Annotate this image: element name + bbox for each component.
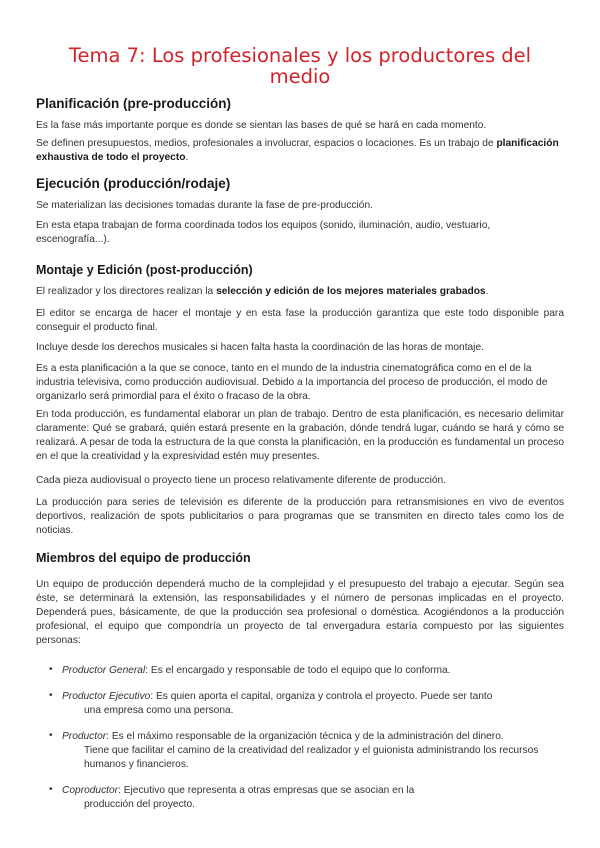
role-description-cont: Tiene que facilitar el camino de la creatividad del realizador y el guionista administrando los recursos humanos y financieros. xyxy=(84,745,539,770)
montaje-p1-end: . xyxy=(485,286,489,297)
role-description: : Es quien aporta el capital, organiza y controla el proyecto. Puede ser tanto xyxy=(150,691,493,702)
montaje-paragraph-5: En toda producción, es fundamental elaborar un plan de trabajo. Dentro de esta planificación, es necesario delimitar claramente: Qué se grabará, quién estará presente en la grabación, dónde tendrá lugar, cuándo se hará y cómo se realizará. A pesar de toda la estructura de la que consta la planificación, en la producción es fundamental un proceso en el que la creatividad y la expresividad estén muy presentes. xyxy=(36,409,564,462)
role-description: : Es el encargado y responsable de todo el equipo que lo conforma. xyxy=(145,665,451,676)
heading-planificacion: Planificación (pre-producción) xyxy=(36,96,232,111)
planificacion-paragraph-1: Es la fase más importante porque es donde se sientan las bases de qué se hará en cada momento. xyxy=(36,120,487,131)
montaje-paragraph-6: Cada pieza audiovisual o proyecto tiene un proceso relativamente diferente de producción. xyxy=(36,475,447,486)
montaje-paragraph-1 xyxy=(36,285,564,299)
ejecucion-paragraph-2: En esta etapa trabajan de forma coordinada todos los equipos (sonido, iluminación, audio, vestuario, escenografía...). xyxy=(36,220,491,245)
montaje-paragraph-2: El editor se encarga de hacer el montaje y en esta fase la producción garantiza que este todo disponible para conseguir el producto final. xyxy=(36,308,564,333)
list-item-productor-general xyxy=(62,664,562,678)
planificacion-p2-end: . xyxy=(185,152,189,163)
role-description-cont: producción del proyecto. xyxy=(84,799,195,810)
heading-miembros: Miembros del equipo de producción xyxy=(36,551,251,565)
montaje-p1-bold: selección y edición de los mejores materiales grabados xyxy=(216,286,486,297)
bullet-icon: • xyxy=(49,784,53,795)
list-item-coproductor xyxy=(62,784,562,812)
miembros-intro: Un equipo de producción dependerá mucho de la complejidad y el presupuesto del trabajo a ejecutar. Según sea éste, se determinará la extensión, las responsabilidades y el número de personas implicadas en el proyecto. Dependerá pues, básicamente, de que la producción sea profesional o doméstica. Acogiéndonos a la producción profesional, el equipo que compondría un proyecto de tal envergadura estaría compuesto por las siguientes personas: xyxy=(36,579,564,646)
planificacion-paragraph-2 xyxy=(36,137,564,165)
bullet-icon: • xyxy=(49,664,53,675)
ejecucion-paragraph-1: Se materializan las decisiones tomadas durante la fase de pre-producción. xyxy=(36,200,373,211)
role-label: Productor xyxy=(62,731,107,742)
montaje-p1-text: El realizador y los directores realizan la xyxy=(36,286,214,297)
role-label: Coproductor xyxy=(62,785,119,796)
planificacion-p2-bold: planificación exhaustiva de todo el proyecto xyxy=(36,138,559,163)
bullet-icon: • xyxy=(49,690,53,701)
planificacion-p2-text: Se definen presupuestos, medios, profesionales a involucrar, espacios o locaciones. Es un trabajo de xyxy=(36,138,494,149)
montaje-paragraph-4: Es a esta planificación a la que se conoce, tanto en el mundo de la industria cinematográfica como en el de la industria televisiva, como producción audiovisual. Debido a la importancia del proceso de producción, el modo de organizarlo será primordial para el éxito o fracaso de la obra. xyxy=(36,363,548,402)
heading-ejecucion: Ejecución (producción/rodaje) xyxy=(36,176,231,191)
list-item-productor xyxy=(62,730,562,772)
montaje-paragraph-3: Incluye desde los derechos musicales si hacen falta hasta la coordinación de las horas de montaje. xyxy=(36,342,484,353)
role-description-cont: una empresa como una persona. xyxy=(84,705,234,716)
page-title: Tema 7: Los profesionales y los productores del medio xyxy=(68,44,532,88)
bullet-icon: • xyxy=(49,730,53,741)
role-label: Productor General xyxy=(62,665,146,676)
role-description: : Es el máximo responsable de la organización técnica y de la administración del dinero. xyxy=(106,731,504,742)
role-label: Productor Ejecutivo xyxy=(62,691,151,702)
heading-montaje: Montaje y Edición (post-producción) xyxy=(36,263,253,277)
role-description: : Ejecutivo que representa a otras empresas que se asocian en la xyxy=(118,785,415,796)
list-item-productor-ejecutivo xyxy=(62,690,562,718)
montaje-paragraph-7: La producción para series de televisión es diferente de la producción para retransmisiones en vivo de eventos deportivos, realización de spots publicitarios o para programas que se transmiten en directo tales como los de noticias. xyxy=(36,497,564,536)
